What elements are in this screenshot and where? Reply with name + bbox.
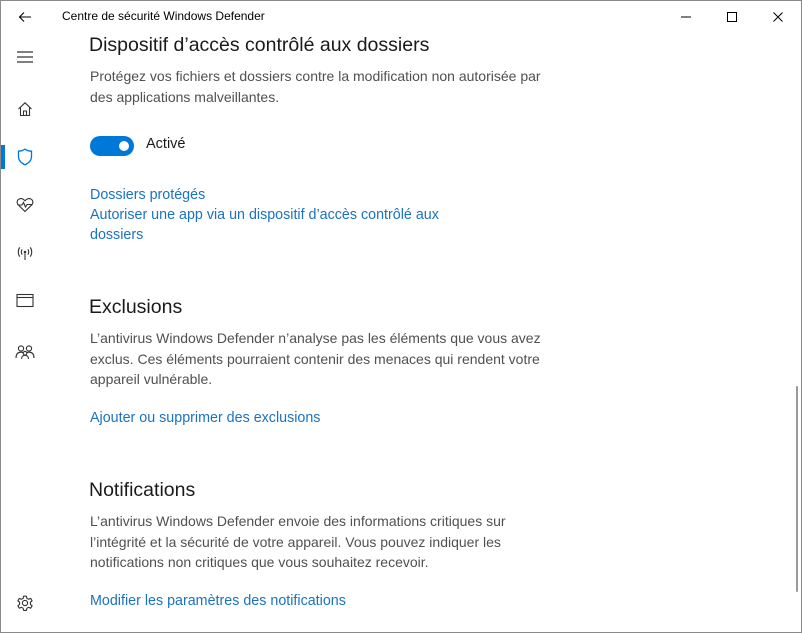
minimize-button[interactable] [663,1,709,33]
manage-exclusions-link[interactable]: Ajouter ou supprimer des exclusions [90,410,321,426]
title-bar [1,1,801,33]
exclusions-description-line: exclus. Ces éléments pourraient contenir des menaces qui rendent votre [90,350,540,367]
sidebar-item-home[interactable] [1,85,49,133]
notification-settings-link[interactable]: Modifier les paramètres des notifications [90,593,346,609]
sidebar-item-virus-protection[interactable] [1,133,49,181]
sidebar [1,33,49,632]
allow-app-link-line[interactable]: dossiers [90,227,144,243]
notifications-description-line: notifications non critiques que vous souhaitez recevoir. [90,554,429,570]
cfa-description-line: Protégez vos fichiers et dossiers contre la modification non autorisée par [90,68,541,84]
cfa-toggle-switch[interactable] [90,136,134,156]
gear-icon [16,594,34,612]
allow-app-link-line[interactable]: Autoriser une app via un dispositif d’accès contrôlé aux [90,207,439,223]
notifications-description [90,511,590,573]
notifications-title: Notifications [89,479,196,501]
exclusions-description [90,328,590,390]
maximize-button[interactable] [709,1,755,33]
close-button[interactable] [755,1,801,33]
hamburger-icon [16,50,34,64]
minimize-icon [680,11,692,23]
cfa-description [90,66,590,107]
back-button[interactable] [1,1,49,33]
heart-pulse-icon [16,197,34,213]
home-icon [17,101,33,117]
browser-window-icon [16,293,34,308]
exclusions-description-line: appareil vulnérable. [90,371,213,387]
cfa-description-line: des applications malveillantes. [90,88,280,105]
sidebar-item-firewall-network[interactable] [1,229,49,277]
sidebar-item-family[interactable] [1,328,49,376]
notifications-description-line: l’intégrité et la sécurité de votre appareil. Vous pouvez indiquer les [90,533,501,550]
wireless-icon [16,245,34,261]
sidebar-item-settings[interactable] [1,579,49,627]
vertical-scrollbar[interactable] [796,386,798,592]
sidebar-item-app-browser[interactable] [1,276,49,324]
sidebar-item-device-health[interactable] [1,181,49,229]
maximize-icon [726,11,738,23]
allow-app-link[interactable] [90,205,439,245]
protected-folders-link[interactable]: Dossiers protégés [90,187,206,203]
toggle-knob [119,141,129,151]
back-arrow-icon [18,11,32,23]
sidebar-item-menu[interactable] [1,33,49,81]
notifications-description-line: L’antivirus Windows Defender envoie des informations critiques sur [90,513,506,529]
window-title: Centre de sécurité Windows Defender [62,9,265,23]
family-icon [15,344,35,360]
cfa-title: Dispositif d’accès contrôlé aux dossiers [89,34,430,56]
close-icon [772,11,784,23]
main-content [49,33,795,632]
exclusions-title: Exclusions [89,296,183,318]
exclusions-description-line: L’antivirus Windows Defender n’analyse pas les éléments que vous avez [90,330,541,346]
cfa-toggle-label: Activé [146,136,186,152]
shield-icon [17,148,33,166]
